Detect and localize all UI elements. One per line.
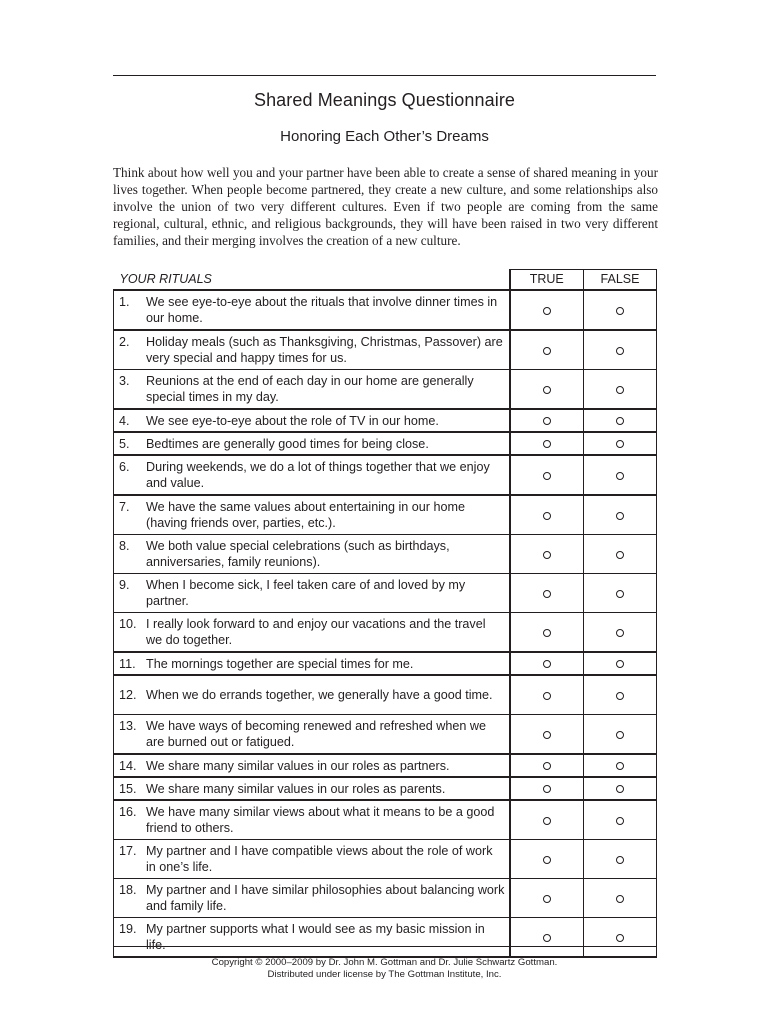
false-column-header: FALSE [584, 270, 657, 291]
question-cell [114, 330, 510, 370]
question-number: 19. [119, 921, 137, 936]
bottom-rule [113, 946, 656, 947]
false-cell [584, 290, 657, 330]
true-cell [510, 675, 584, 715]
false-cell [584, 613, 657, 653]
table-row [114, 675, 657, 715]
question-number: 17. [119, 843, 137, 858]
question-text: Reunions at the end of each day in our home are generally special times in my day. [146, 373, 474, 404]
question-text: The mornings together are special times for me. [146, 656, 414, 671]
question-number: 15. [119, 781, 137, 796]
true-radio[interactable] [543, 895, 551, 903]
question-cell [114, 574, 510, 613]
question-cell [114, 918, 510, 958]
question-number: 5. [119, 436, 130, 451]
question-text: We both value special celebrations (such as birthdays, anniversaries, family reunions). [146, 538, 450, 569]
question-cell [114, 370, 510, 410]
false-radio[interactable] [616, 785, 624, 793]
question-cell [114, 495, 510, 535]
page-title: Shared Meanings Questionnaire [253, 90, 516, 110]
true-cell [510, 409, 584, 432]
false-cell [584, 432, 657, 455]
question-number: 11. [119, 656, 136, 671]
question-cell [114, 715, 510, 755]
question-number: 3. [119, 373, 130, 388]
table-row [114, 409, 657, 432]
page-subtitle: Honoring Each Other’s Dreams [280, 128, 489, 145]
table-row [114, 777, 657, 800]
question-number: 10. [119, 616, 137, 631]
false-cell [584, 535, 657, 574]
true-radio[interactable] [543, 692, 551, 700]
question-number: 1. [119, 294, 130, 309]
true-cell [510, 455, 584, 495]
true-cell [510, 535, 584, 574]
copyright-text: Copyright © 2000–2009 by Dr. John M. Gottman and Dr. Julie Schwartz Gottman. [211, 957, 558, 968]
table-row [114, 800, 657, 840]
false-radio[interactable] [616, 934, 624, 942]
question-text: When we do errands together, we generally have a good time. [146, 687, 493, 702]
table-row [114, 330, 657, 370]
true-radio[interactable] [543, 551, 551, 559]
table-row [114, 840, 657, 879]
table-row [114, 754, 657, 777]
false-radio[interactable] [616, 386, 624, 394]
false-radio[interactable] [616, 692, 624, 700]
true-radio[interactable] [543, 417, 551, 425]
question-number: 18. [119, 882, 137, 897]
section-label: YOUR RITUALS [114, 270, 510, 291]
true-radio[interactable] [543, 731, 551, 739]
true-cell [510, 918, 584, 958]
true-cell [510, 574, 584, 613]
false-radio[interactable] [616, 660, 624, 668]
false-radio[interactable] [616, 817, 624, 825]
false-radio[interactable] [616, 307, 624, 315]
false-cell [584, 330, 657, 370]
true-radio[interactable] [543, 762, 551, 770]
false-cell [584, 652, 657, 675]
question-cell [114, 652, 510, 675]
question-text: We have many similar views about what it means to be a good friend to others. [146, 804, 495, 835]
false-cell [584, 879, 657, 918]
question-text: I really look forward to and enjoy our vacations and the travel we do together. [146, 616, 486, 647]
table-row [114, 715, 657, 755]
question-cell [114, 879, 510, 918]
true-radio[interactable] [543, 817, 551, 825]
table-header-row [114, 270, 657, 291]
false-radio[interactable] [616, 512, 624, 520]
true-cell [510, 754, 584, 777]
question-cell [114, 754, 510, 777]
table-row [114, 455, 657, 495]
table-row [114, 432, 657, 455]
false-radio[interactable] [616, 551, 624, 559]
table-row [114, 879, 657, 918]
false-radio[interactable] [616, 762, 624, 770]
question-text: We see eye-to-eye about the role of TV in our home. [146, 413, 439, 428]
false-cell [584, 918, 657, 958]
question-number: 6. [119, 459, 130, 474]
question-number: 9. [119, 577, 130, 592]
false-cell [584, 715, 657, 755]
question-cell [114, 432, 510, 455]
intro-paragraph: Think about how well you and your partner have been able to create a sense of shared meaning in your lives together. When people become partnered, they create a new culture, and some relationships also involve the union of two very different cultures. Even if two people are coming from the same regional, cultural, ethnic, and religious backgrounds, they will have been raised in two very different families, and their merging involves the creation of a new culture. [113, 165, 658, 248]
table-row [114, 652, 657, 675]
license-text: Distributed under license by The Gottman Institute, Inc. [267, 969, 502, 980]
true-cell [510, 290, 584, 330]
true-column-header: TRUE [510, 270, 584, 291]
question-text: Holiday meals (such as Thanksgiving, Christmas, Passover) are very special and happy times for us. [146, 334, 503, 365]
table-row [114, 613, 657, 653]
question-text: We share many similar values in our roles as partners. [146, 758, 450, 773]
question-text: We share many similar values in our roles as parents. [146, 781, 446, 796]
true-radio[interactable] [543, 660, 551, 668]
true-radio[interactable] [543, 472, 551, 480]
question-text: Bedtimes are generally good times for being close. [146, 436, 429, 451]
false-cell [584, 777, 657, 800]
footer [113, 957, 656, 981]
true-radio[interactable] [543, 512, 551, 520]
true-radio[interactable] [543, 629, 551, 637]
question-cell [114, 613, 510, 653]
question-cell [114, 675, 510, 715]
true-cell [510, 777, 584, 800]
true-cell [510, 652, 584, 675]
false-radio[interactable] [616, 347, 624, 355]
question-number: 7. [119, 499, 130, 514]
true-radio[interactable] [543, 934, 551, 942]
table-row [114, 574, 657, 613]
false-cell [584, 409, 657, 432]
false-cell [584, 840, 657, 879]
false-cell [584, 370, 657, 410]
table-row [114, 495, 657, 535]
true-cell [510, 613, 584, 653]
false-radio[interactable] [616, 731, 624, 739]
false-cell [584, 800, 657, 840]
question-cell [114, 840, 510, 879]
true-radio[interactable] [543, 347, 551, 355]
top-rule [113, 75, 656, 76]
question-number: 4. [119, 413, 130, 428]
question-number: 2. [119, 334, 130, 349]
question-text: We have the same values about entertaining in our home (having friends over, parties, etc.). [146, 499, 466, 530]
table-row [114, 370, 657, 410]
true-cell [510, 330, 584, 370]
question-cell [114, 535, 510, 574]
false-radio[interactable] [616, 590, 624, 598]
false-radio[interactable] [616, 440, 624, 448]
question-text: My partner and I have compatible views about the role of work in one’s life. [146, 843, 493, 874]
table-row [114, 918, 657, 958]
true-radio[interactable] [543, 307, 551, 315]
false-cell [584, 754, 657, 777]
table-row [114, 290, 657, 330]
false-radio[interactable] [616, 895, 624, 903]
true-radio[interactable] [543, 590, 551, 598]
question-number: 14. [119, 758, 137, 773]
question-cell [114, 800, 510, 840]
false-cell [584, 495, 657, 535]
question-text: During weekends, we do a lot of things together that we enjoy and value. [146, 459, 490, 490]
question-text: My partner supports what I would see as my basic mission in life. [146, 921, 485, 952]
false-cell [584, 675, 657, 715]
true-radio[interactable] [543, 785, 551, 793]
true-cell [510, 715, 584, 755]
question-number: 8. [119, 538, 130, 553]
true-cell [510, 840, 584, 879]
false-cell [584, 455, 657, 495]
true-cell [510, 370, 584, 410]
false-radio[interactable] [616, 472, 624, 480]
table-row [114, 535, 657, 574]
false-cell [584, 574, 657, 613]
question-number: 12. [119, 687, 137, 702]
question-text: My partner and I have similar philosophies about balancing work and family life. [146, 882, 505, 913]
question-cell [114, 409, 510, 432]
question-number: 13. [119, 718, 137, 733]
question-cell [114, 290, 510, 330]
false-radio[interactable] [616, 629, 624, 637]
true-cell [510, 432, 584, 455]
true-cell [510, 879, 584, 918]
true-radio[interactable] [543, 856, 551, 864]
question-text: We have ways of becoming renewed and refreshed when we are burned out or fatigued. [146, 718, 486, 749]
rituals-table [113, 269, 657, 958]
true-cell [510, 800, 584, 840]
question-text: We see eye-to-eye about the rituals that involve dinner times in our home. [146, 294, 498, 325]
question-text: When I become sick, I feel taken care of and loved by my partner. [146, 577, 466, 608]
false-radio[interactable] [616, 856, 624, 864]
false-radio[interactable] [616, 417, 624, 425]
question-number: 16. [119, 804, 137, 819]
true-cell [510, 495, 584, 535]
question-cell [114, 455, 510, 495]
question-cell [114, 777, 510, 800]
true-radio[interactable] [543, 386, 551, 394]
true-radio[interactable] [543, 440, 551, 448]
